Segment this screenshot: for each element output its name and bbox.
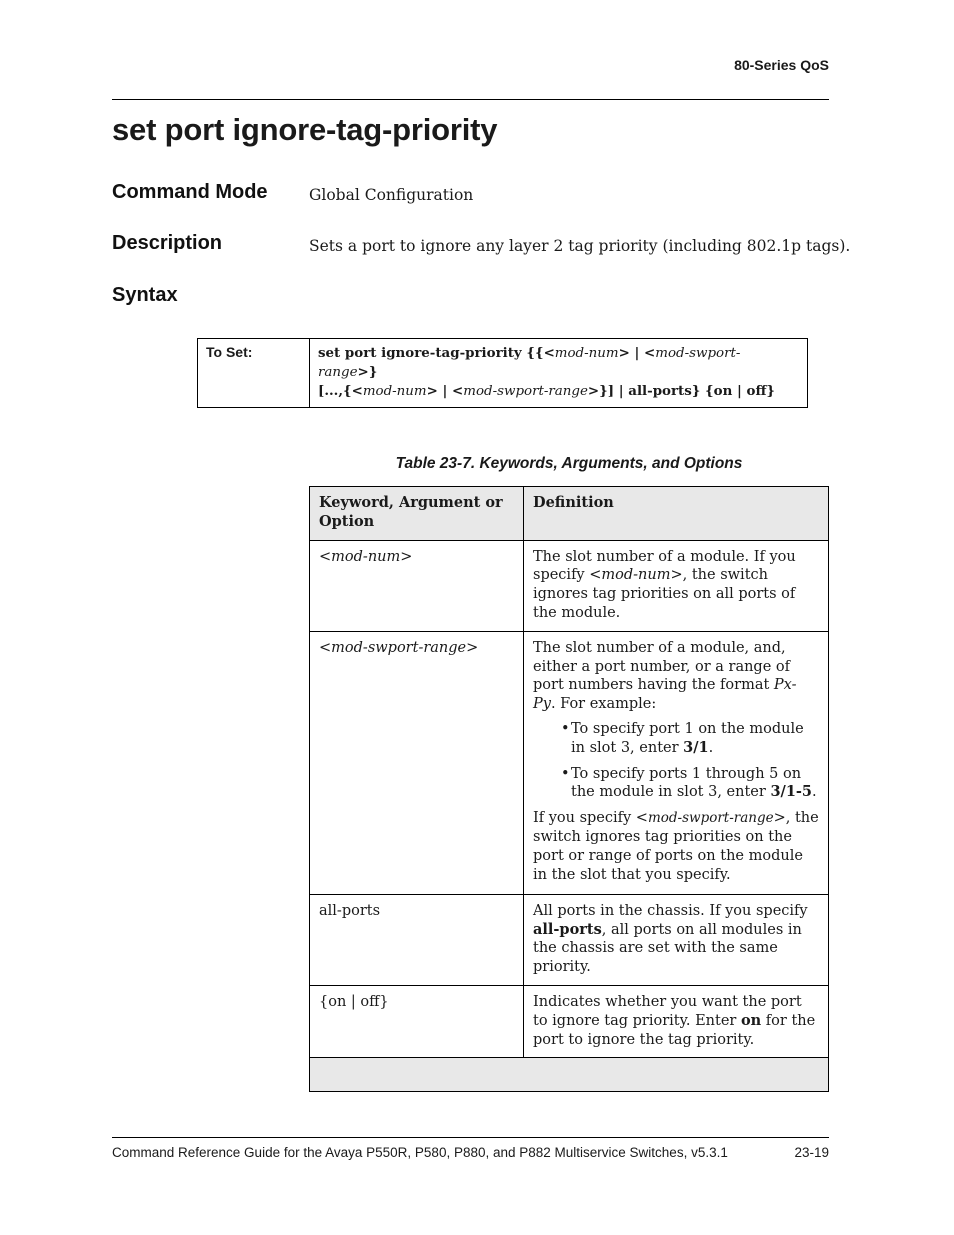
keyword-cell: all-ports (310, 894, 524, 985)
arg-mod-swport-range: mod-swport-range (463, 384, 588, 399)
description-text: Sets a port to ignore any layer 2 tag priority (including 802.1p tags). (309, 237, 851, 255)
definition-cell (524, 631, 829, 894)
example-list (533, 720, 819, 802)
port-format: Px-Py (533, 677, 797, 713)
page-title: set port ignore-tag-priority (112, 112, 498, 147)
definition-text: for the port to ignore the tag priority. (533, 1012, 816, 1048)
syntax-token: > | < (618, 345, 656, 361)
definition-bold: on (740, 1011, 762, 1029)
definition-cell (524, 894, 829, 985)
definition-outro (533, 809, 819, 884)
table-row (310, 540, 829, 631)
definition-bold: all-ports (533, 920, 602, 938)
example-value: 3/1 (683, 738, 709, 756)
syntax-token: {{< (521, 345, 555, 361)
running-header: 80-Series QoS (734, 57, 829, 73)
table-row (310, 631, 829, 894)
definition-text: . For example: (550, 696, 657, 713)
column-header-definition: Definition (524, 487, 829, 541)
definition-text: If you specify < (533, 810, 648, 827)
keyword-arg: mod-swport-range (331, 639, 467, 656)
syntax-heading: Syntax (112, 284, 178, 306)
column-header-keyword: Keyword, Argument or Option (310, 487, 524, 541)
page-number: 23-19 (794, 1145, 829, 1160)
keyword-cell: {on | off} (310, 985, 524, 1057)
list-item (561, 720, 819, 758)
syntax-token: >}] | all-ports} {on | off} (587, 383, 776, 399)
syntax-table (197, 338, 808, 408)
keywords-table (309, 486, 829, 1092)
definition-text: , all ports on all modules in the chassis are set with the same priority. (533, 921, 802, 976)
keyword-cell (310, 540, 524, 631)
list-item (561, 765, 819, 803)
bullet-text: To specify port 1 on the module in slot 3, enter (571, 720, 804, 756)
table-row (310, 894, 829, 985)
table-footer-row (310, 1058, 829, 1092)
blank-cell (310, 1058, 829, 1092)
definition-intro (533, 639, 819, 714)
bracket: < (319, 639, 332, 656)
definition-arg: mod-swport-range (647, 810, 774, 827)
to-set-label: To Set: (198, 339, 310, 408)
definition-text: >, the switch ignores tag priorities on all ports of the module. (533, 567, 796, 621)
bullet-text: . (812, 784, 817, 801)
arg-mod-swport-range: mod-swport-range (318, 346, 741, 380)
definition-text: All ports in the chassis. If you specify (533, 902, 808, 919)
bracket: > (466, 639, 479, 656)
arg-mod-num: mod-num (362, 384, 427, 399)
arg-mod-num: mod-num (554, 346, 619, 361)
table-header-row (310, 487, 829, 541)
definition-cell (524, 540, 829, 631)
command-mode-value: Global Configuration (309, 186, 474, 204)
keyword-cell (310, 631, 524, 894)
footer-rule (112, 1137, 829, 1138)
description-heading: Description (112, 232, 223, 254)
command-mode-heading: Command Mode (112, 181, 268, 203)
definition-text: The slot number of a module. If you specify < (533, 548, 796, 584)
syntax-token: >} (357, 364, 378, 380)
syntax-token: [...,{< (318, 383, 363, 399)
definition-text: Indicates whether you want the port to ignore tag priority. Enter (533, 993, 802, 1029)
header-rule (112, 99, 829, 100)
table-caption: Table 23-7. Keywords, Arguments, and Options (395, 455, 743, 472)
example-value: 3/1-5 (770, 783, 813, 801)
bullet-text: . (708, 739, 714, 756)
definition-text: >, the switch ignores tag priorities on the port or range of ports on the module in the slot that you specify. (533, 810, 819, 883)
bracket: < (319, 548, 332, 565)
definition-cell (524, 985, 829, 1057)
table-row (310, 985, 829, 1057)
definition-arg: mod-num (601, 567, 671, 584)
bullet-text: To specify ports 1 through 5 on the module in slot 3, enter (571, 765, 802, 801)
command-name: set port ignore-tag-priority (318, 345, 522, 361)
syntax-command (310, 339, 808, 408)
definition-text: The slot number of a module, and, either a port number, or a range of port numbers having the format (533, 639, 790, 694)
footer-text: Command Reference Guide for the Avaya P550R, P580, P880, and P882 Multiservice Switches, v5.3.1 (112, 1145, 728, 1160)
syntax-token: > | < (426, 383, 464, 399)
bracket: > (400, 548, 413, 565)
keyword-arg: mod-num (331, 548, 401, 565)
